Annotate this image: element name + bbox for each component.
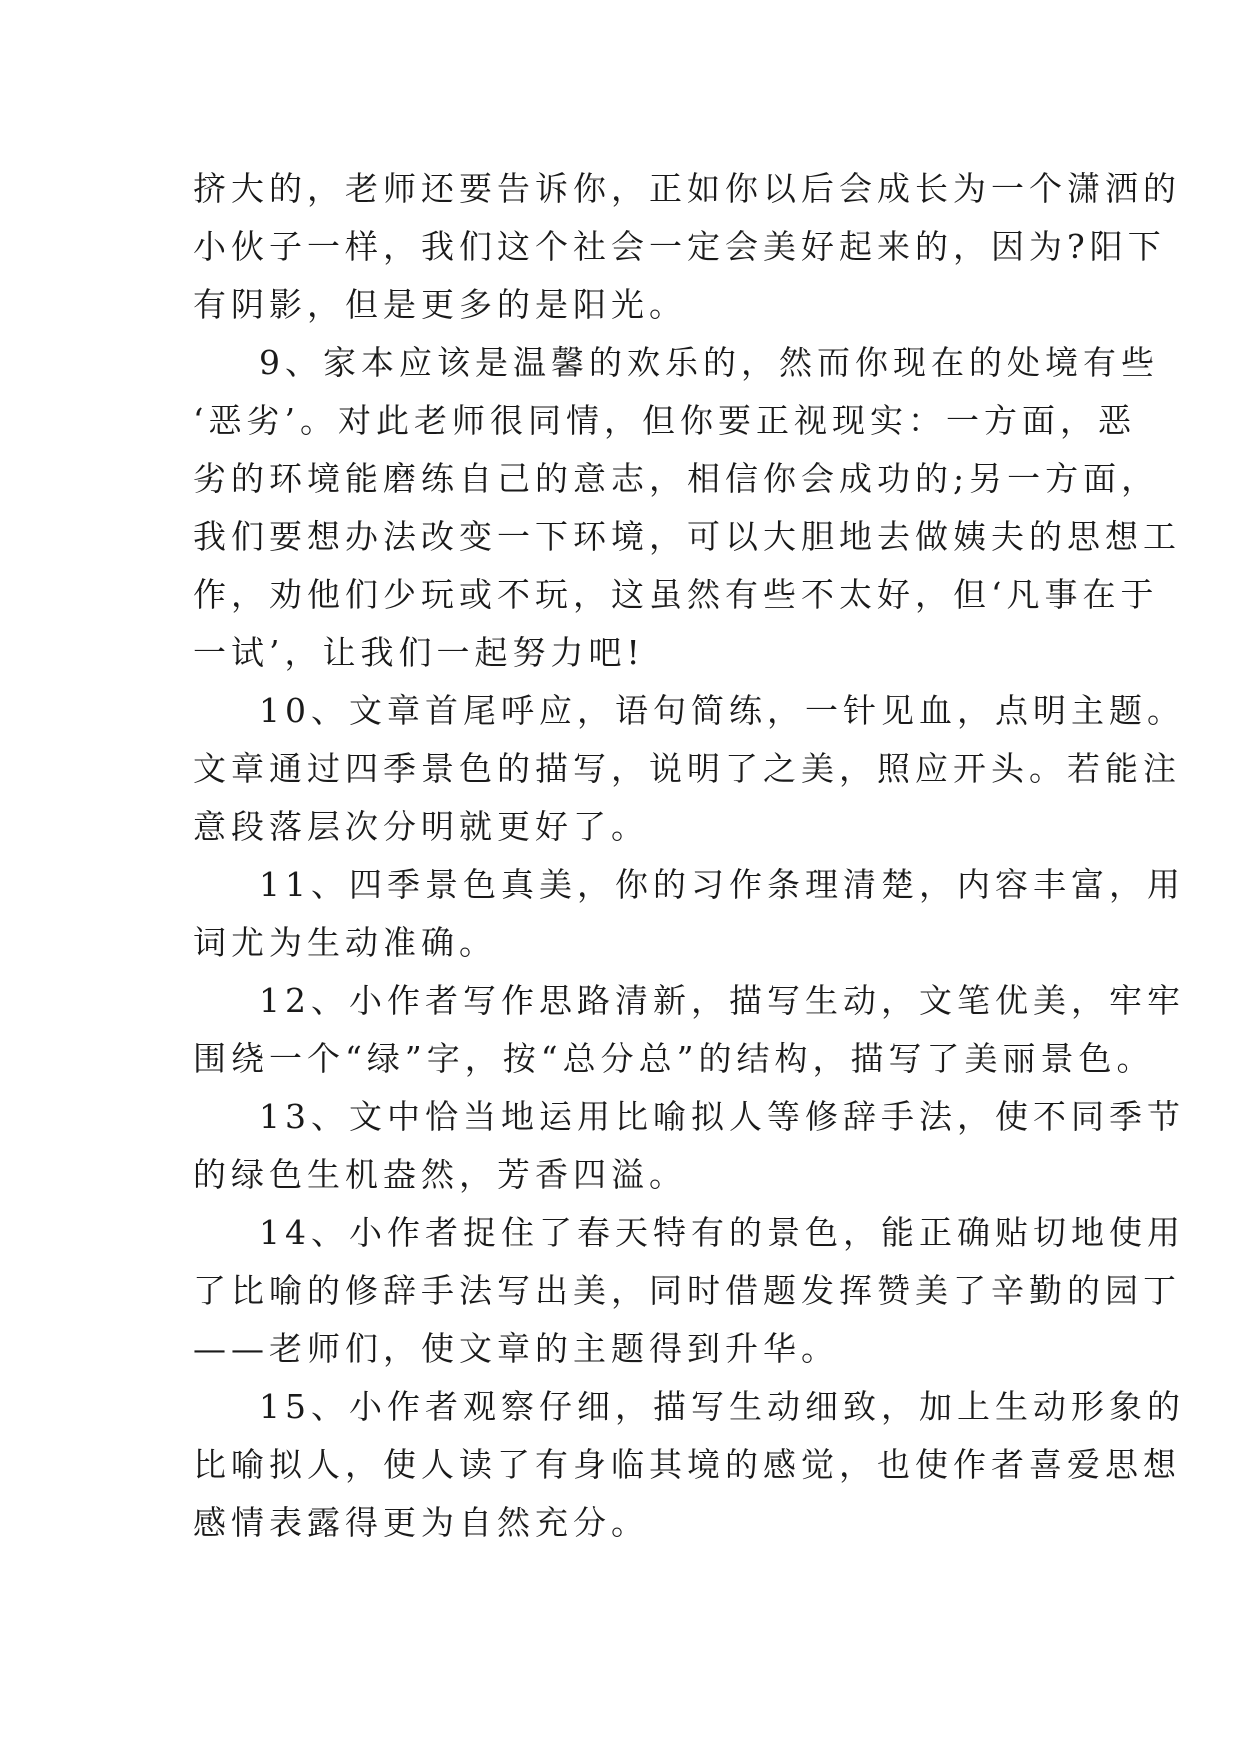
- text-line: ‘恶劣’。对此老师很同情，但你要正视现实：一方面，恶: [193, 401, 1136, 440]
- text-line: 的绿色生机盎然，芳香四溢。: [193, 1155, 687, 1194]
- text-line: 12、小作者写作思路清新，描写生动，文笔优美，牢牢: [259, 981, 1185, 1020]
- text-line: 词尤为生动准确。: [193, 923, 497, 962]
- text-line: 比喻拟人，使人读了有身临其境的感觉，也使作者喜爱思想: [193, 1445, 1181, 1484]
- text-line: 了比喻的修辞手法写出美，同时借题发挥赞美了辛勤的园丁: [193, 1271, 1181, 1310]
- paragraph-15: [193, 1378, 1185, 1552]
- paragraph-13: [193, 1088, 1185, 1204]
- text-line: 一试’，让我们一起努力吧!: [193, 633, 645, 672]
- text-line: 感情表露得更为自然充分。: [193, 1503, 649, 1542]
- paragraph-14: [193, 1204, 1185, 1378]
- text-line: 15、小作者观察仔细，描写生动细致，加上生动形象的: [259, 1387, 1185, 1426]
- paragraph-8-continuation: [193, 160, 1181, 334]
- text-line: 文章通过四季景色的描写，说明了之美，照应开头。若能注: [193, 749, 1181, 788]
- paragraph-10: [193, 682, 1185, 856]
- text-line: 有阴影，但是更多的是阳光。: [193, 285, 687, 324]
- text-line: 我们要想办法改变一下环境，可以大胆地去做姨夫的思想工: [193, 517, 1181, 556]
- paragraph-9: [193, 334, 1181, 682]
- paragraph-11: [193, 856, 1185, 972]
- text-line: 11、四季景色真美，你的习作条理清楚，内容丰富，用: [259, 865, 1185, 904]
- text-line: 意段落层次分明就更好了。: [193, 807, 649, 846]
- text-line: 10、文章首尾呼应，语句简练，一针见血，点明主题。: [259, 691, 1185, 730]
- text-line: 挤大的，老师还要告诉你，正如你以后会成长为一个潇洒的: [193, 169, 1181, 208]
- paragraph-12: [193, 972, 1185, 1088]
- text-line: 劣的环境能磨练自己的意志，相信你会成功的;另一方面，: [193, 459, 1160, 498]
- text-line: 13、文中恰当地运用比喻拟人等修辞手法，使不同季节: [259, 1097, 1185, 1136]
- text-line: 14、小作者捉住了春天特有的景色，能正确贴切地使用: [259, 1213, 1185, 1252]
- document-body: [193, 160, 1185, 1552]
- text-line: 小伙子一样，我们这个社会一定会美好起来的，因为?阳下: [193, 227, 1166, 266]
- text-line: 作，劝他们少玩或不玩，这虽然有些不太好，但‘凡事在于: [193, 575, 1159, 614]
- text-line: 9、家本应该是温馨的欢乐的，然而你现在的处境有些: [259, 343, 1159, 382]
- text-line: 围绕一个“绿”字，按“总分总”的结构，描写了美丽景色。: [193, 1039, 1155, 1078]
- text-line: ——老师们，使文章的主题得到升华。: [193, 1329, 839, 1368]
